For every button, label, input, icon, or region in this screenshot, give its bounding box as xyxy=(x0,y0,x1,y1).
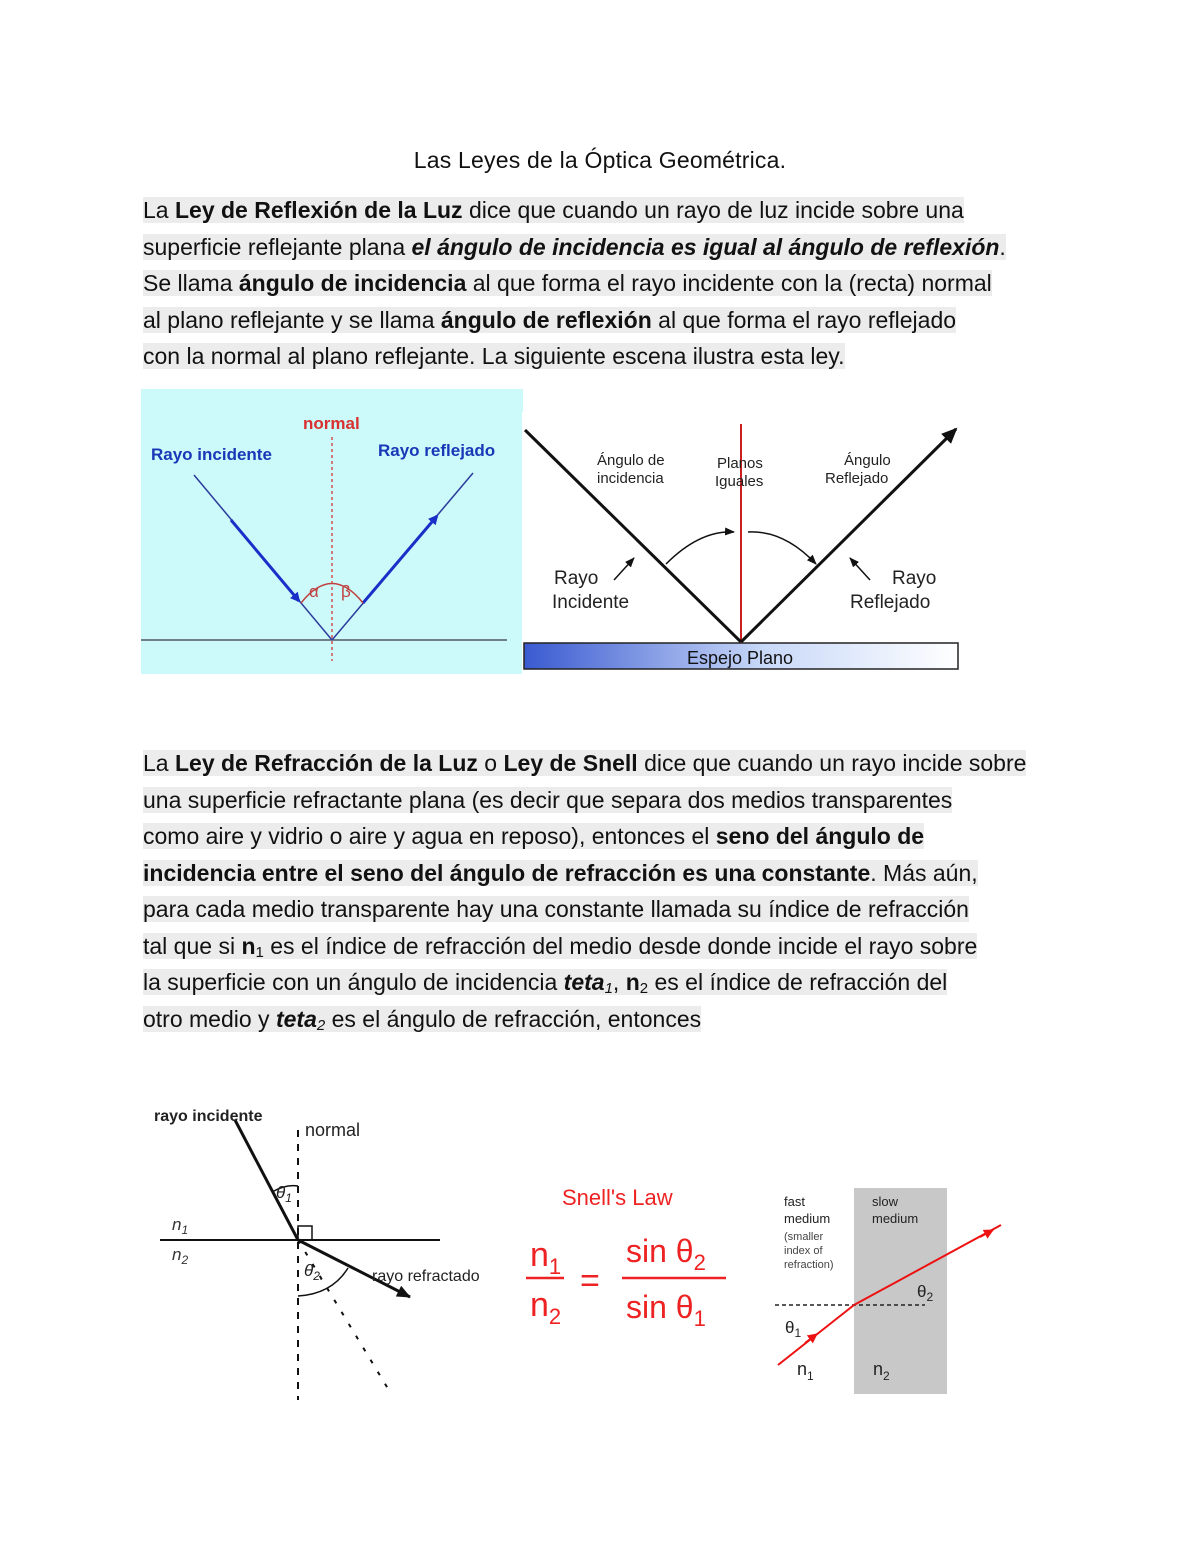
n1-label: $n_1$ xyxy=(172,1215,189,1237)
slow-medium-label-2: medium xyxy=(872,1211,919,1226)
numerator-sin-theta2: $\sin \theta_2$ xyxy=(626,1233,706,1275)
text-line: para cada medio transparente hay una constante llamada su índice de refracción xyxy=(143,896,969,922)
refraction-paragraph xyxy=(143,745,1073,1037)
theta2-label: $\theta_2$ xyxy=(917,1282,934,1304)
refracted-arrow xyxy=(980,1230,993,1237)
snells-law-title: Snell's Law xyxy=(562,1185,673,1210)
incident-ray xyxy=(235,1120,298,1240)
alpha-label: α xyxy=(309,582,319,601)
fast-medium-label-2: medium xyxy=(784,1211,831,1226)
refracted-ray-label: rayo refractado xyxy=(372,1268,480,1285)
fast-medium-label-4: index of xyxy=(784,1245,823,1257)
fast-medium-label-1: fast xyxy=(784,1194,805,1209)
incident-ray-label: Rayo incidente xyxy=(151,445,272,464)
text-line: con la normal al plano reflejante. La siguiente escena ilustra esta ley. xyxy=(143,343,845,369)
n1-label: $n_1$ xyxy=(797,1359,814,1383)
reflection-diagram-right xyxy=(522,412,964,674)
text-line: la superficie con un ángulo de incidencia teta$_1$, $n_2$ es el índice de refracción del xyxy=(143,969,948,997)
mirror-label: Espejo Plano xyxy=(686,648,794,668)
text-line: Se llama ángulo de incidencia al que forma el rayo incidente con la (recta) normal xyxy=(143,270,992,296)
angle-reflected-label-1: Ángulo xyxy=(844,452,891,469)
text-line: tal que si $n_1$ es el índice de refracción del medio desde donde incide el rayo sobre xyxy=(143,932,978,961)
n2-label: $n_2$ xyxy=(873,1359,890,1383)
incident-arrow xyxy=(805,1334,817,1343)
theta1-label: $\theta_1$ xyxy=(785,1318,802,1340)
normal-label: normal xyxy=(303,414,360,433)
reflected-ray-label-2: Reflejado xyxy=(850,592,931,613)
incident-ray-label-2: Incidente xyxy=(552,592,630,613)
denominator-n2: $n_2$ xyxy=(530,1286,562,1329)
right-angle-mark xyxy=(298,1226,312,1240)
equal-planes-label-2: Iguales xyxy=(715,473,764,490)
angle-incidence-label-1: Ángulo de xyxy=(597,452,665,469)
text-line: incidencia entre el seno del ángulo de refracción es una constante. Más aún, xyxy=(143,859,978,886)
denominator-sin-theta1: $\sin \theta_1$ xyxy=(626,1289,706,1331)
reflected-ray-label-1: Rayo xyxy=(892,568,937,589)
text-line: La Ley de Refracción de la Luz o Ley de Snell dice que cuando un rayo incide sobre xyxy=(143,750,1027,776)
snells-law-formula xyxy=(522,1180,732,1340)
page-title: Las Leyes de la Óptica Geométrica. xyxy=(413,147,787,173)
equal-planes-label-1: Planos xyxy=(717,455,763,472)
numerator-n1: $n_1$ xyxy=(530,1236,562,1279)
text-line: una superficie refractante plana (es decir que separa dos medios transparentes xyxy=(143,786,953,813)
text-line: La Ley de Reflexión de la Luz dice que cuando un rayo de luz incide sobre una xyxy=(143,197,964,223)
media-refraction-diagram xyxy=(775,1185,1010,1400)
equals-sign: = xyxy=(580,1262,600,1300)
theta2-label: $\theta_{2.}$ xyxy=(304,1261,324,1283)
text-line: otro medio y teta$_2$ es el ángulo de refracción, entonces xyxy=(143,1005,702,1034)
angle-incidence-label-2: incidencia xyxy=(597,470,664,487)
theta1-label: $\theta_1$ xyxy=(276,1183,292,1205)
text-line: como aire y vidrio o aire y agua en reposo), entonces el seno del ángulo de xyxy=(143,823,925,849)
refraction-diagram xyxy=(140,1100,520,1405)
fast-medium-label-5: refraction) xyxy=(784,1259,834,1271)
text-line: al plano reflejante y se llama ángulo de reflexión al que forma el rayo reflejado xyxy=(143,306,957,333)
normal-label: normal xyxy=(305,1120,361,1140)
reflection-paragraph xyxy=(143,192,1073,375)
incident-ray-label: rayo incidente xyxy=(154,1108,263,1125)
reflected-ray-label: Rayo reflejado xyxy=(378,441,496,460)
slow-medium-label-1: slow xyxy=(872,1194,899,1209)
incident-ray-label-1: Rayo xyxy=(554,568,599,589)
n2-label: $n_2$ xyxy=(172,1245,189,1267)
reflection-diagram-left xyxy=(141,389,523,674)
beta-label: β xyxy=(341,582,351,601)
fast-medium-label-3: (smaller xyxy=(784,1231,824,1243)
angle-reflected-label-2: Reflejado xyxy=(825,470,889,487)
text-line: superficie reflejante plana el ángulo de incidencia es igual al ángulo de reflexión. xyxy=(143,233,1006,260)
